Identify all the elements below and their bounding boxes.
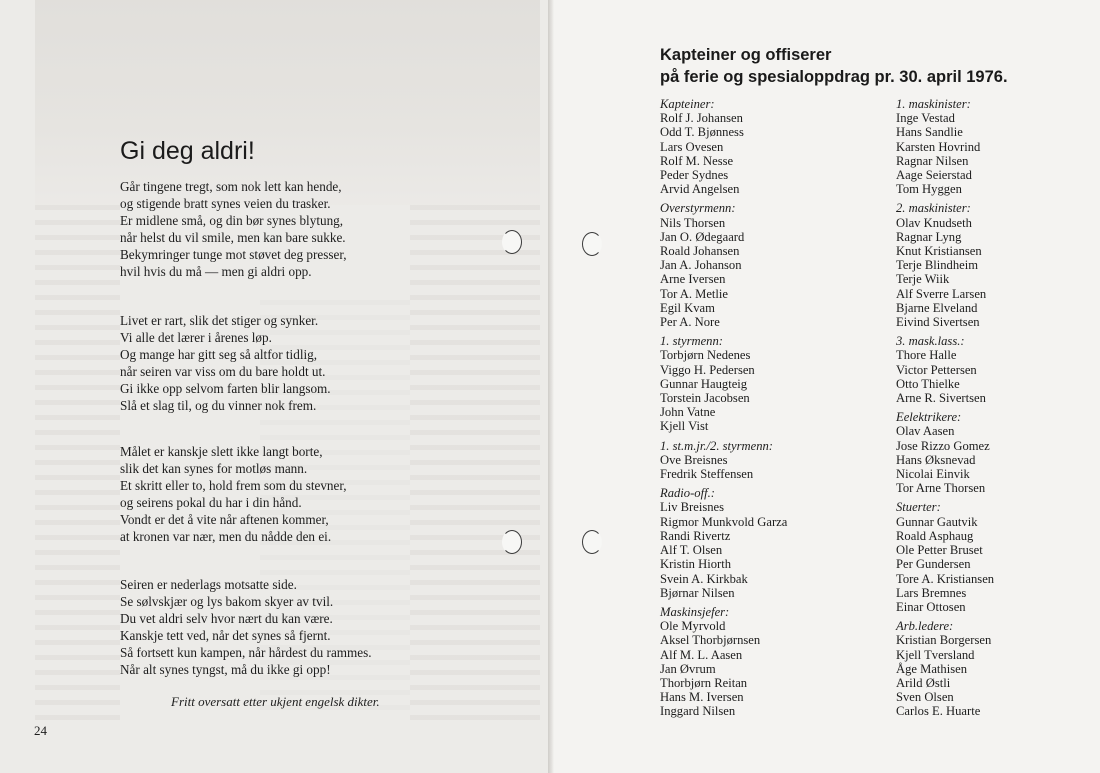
staple-hole: [502, 230, 522, 254]
poem-line: Livet er rart, slik det stiger og synker.: [120, 313, 319, 328]
officer-name: Per A. Nore: [660, 315, 720, 330]
officer-group: [896, 201, 994, 329]
group-title: Stuerter:: [896, 500, 941, 515]
officer-name: Nils Thorsen: [660, 215, 726, 230]
officer-name: Viggo H. Pedersen: [660, 362, 755, 377]
poem-line: hvil hvis du må — men gi aldri opp.: [120, 264, 312, 280]
page-number: 24: [34, 723, 47, 738]
officer-name: Arne R. Sivertsen: [896, 391, 986, 406]
poem-line: når seiren var viss om du bare holdt ut.: [120, 364, 326, 380]
officer-group: [660, 201, 787, 329]
officer-column-left: [660, 97, 787, 724]
group-title: 3. mask.lass.:: [896, 334, 965, 349]
group-title: 2. maskinister:: [896, 201, 971, 216]
officer-name: Lars Ovesen: [660, 139, 724, 154]
officer-name: Tom Hyggen: [896, 182, 962, 197]
officer-name: Kristin Hiorth: [660, 557, 732, 572]
group-title: Maskinsjefer:: [660, 604, 730, 619]
group-title: Eelektrikere:: [896, 410, 962, 425]
officer-name: Inge Vestad: [896, 111, 955, 126]
poem-line: Bekymringer tunge mot støvet deg presser,: [120, 247, 347, 263]
officer-name: Terje Blindheim: [896, 258, 979, 273]
officer-name: Gunnar Gautvik: [896, 514, 978, 529]
officer-name: Ragnar Lyng: [896, 229, 962, 244]
show-through-text: [35, 205, 120, 725]
poem-line: og stigende bratt synes veien du trasker.: [120, 196, 331, 212]
officer-name: Inggard Nilsen: [660, 704, 736, 719]
poem-line: Se sølvskjær og lys bakom skyer av tvil.: [120, 594, 334, 610]
officer-name: Tore A. Kristiansen: [896, 571, 995, 586]
poem-stanza: [120, 178, 347, 281]
group-title: 1. maskinister:: [896, 97, 971, 111]
officer-name: Åge Mathisen: [896, 661, 967, 676]
officer-name: Alf T. Olsen: [660, 543, 723, 558]
officer-name: Jan O. Ødegaard: [660, 229, 745, 244]
poem-line: og seirens pokal du har i din hånd.: [120, 495, 302, 511]
officer-name: Ole Myrvold: [660, 619, 726, 634]
officer-name: Eivind Sivertsen: [896, 315, 980, 330]
poem-title: Gi deg aldri!: [120, 137, 255, 165]
group-title: Kapteiner:: [660, 97, 715, 111]
officer-name: Thorbjørn Reitan: [660, 675, 748, 690]
officer-group: [896, 334, 994, 405]
officer-name: Torbjørn Nedenes: [660, 348, 751, 363]
group-title: Radio-off.:: [660, 486, 715, 501]
officer-name: Ove Breisnes: [660, 452, 728, 467]
officer-name: Roald Asphaug: [896, 528, 974, 543]
officer-name: Karsten Hovrind: [896, 139, 981, 154]
staple-hole: [582, 530, 602, 554]
officer-name: Rigmor Munkvold Garza: [660, 514, 788, 529]
group-title: Overstyrmenn:: [660, 201, 736, 216]
officer-name: Peder Sydnes: [660, 168, 729, 183]
officer-name: Hans M. Iversen: [660, 690, 744, 705]
officer-name: John Vatne: [660, 405, 716, 420]
poem-line: Så fortsett kun kampen, når hårdest du rammes.: [120, 645, 372, 661]
officer-name: Randi Rivertz: [660, 528, 731, 543]
officer-name: Fredrik Steffensen: [660, 467, 754, 482]
officer-name: Svein A. Kirkbak: [660, 571, 748, 586]
poem-line: Vondt er det å vite når aftenen kommer,: [120, 512, 329, 528]
poem-line: Er midlene små, og din bør synes blytung,: [120, 213, 344, 229]
poem-stanza: [120, 576, 372, 679]
officer-name: Thore Halle: [896, 348, 957, 363]
officer-name: Kjell Vist: [660, 419, 709, 434]
group-title: Arb.ledere:: [896, 619, 954, 634]
poem-line: Et skritt eller to, hold frem som du stevner,: [120, 478, 347, 494]
officer-name: Alf Sverre Larsen: [896, 286, 987, 301]
heading-line: på ferie og spesialoppdrag pr. 30. april 1976.: [660, 68, 1008, 86]
officer-name: Terje Wiik: [896, 272, 950, 287]
officer-group: [896, 500, 994, 614]
officer-name: Odd T. Bjønness: [660, 125, 744, 140]
officer-name: Arild Østli: [896, 675, 951, 690]
poem-credit: Fritt oversatt etter ukjent engelsk dikter.: [171, 694, 380, 709]
officer-name: Lars Bremnes: [896, 585, 967, 600]
poem-line: Vi alle det lærer i årenes løp.: [120, 330, 272, 346]
officer-name: Liv Breisnes: [660, 500, 725, 515]
poem-line: når helst du vil smile, men kan bare sukke.: [120, 230, 346, 246]
officer-name: Alf M. L. Aasen: [660, 647, 743, 662]
poem-line: at kronen var nær, men du nådde den ei.: [120, 529, 332, 545]
officer-name: Arne Iversen: [660, 272, 726, 287]
poem-line: Og mange har gitt seg så altfor tidlig,: [120, 347, 318, 363]
officer-name: Egil Kvam: [660, 300, 715, 315]
officer-name: Nicolai Einvik: [896, 467, 970, 482]
officer-name: Carlos E. Huarte: [896, 704, 981, 719]
officer-name: Jan A. Johanson: [660, 258, 742, 273]
officer-name: Aage Seierstad: [896, 168, 972, 183]
poem-stanza: [120, 443, 347, 546]
poem-line: Slå et slag til, og du vinner nok frem.: [120, 398, 317, 414]
officer-name: Victor Pettersen: [896, 362, 977, 377]
officer-name: Knut Kristiansen: [896, 244, 982, 259]
officer-name: Olav Aasen: [896, 424, 955, 439]
officer-name: Gunnar Haugteig: [660, 376, 748, 391]
right-page: [550, 0, 1100, 773]
show-through-photo: [35, 0, 540, 205]
poem-line: slik det kan synes for motløs mann.: [120, 461, 308, 477]
poem-line: Målet er kanskje slett ikke langt borte,: [120, 444, 323, 459]
staple-hole: [582, 232, 602, 256]
officer-name: Tor Arne Thorsen: [896, 481, 986, 496]
officer-name: Rolf M. Nesse: [660, 153, 734, 168]
officer-name: Einar Ottosen: [896, 599, 966, 614]
officer-group: [896, 619, 994, 718]
officer-name: Tor A. Metlie: [660, 286, 729, 301]
officer-name: Jan Øvrum: [660, 661, 716, 676]
officer-group: [660, 439, 787, 482]
officer-name: Hans Sandlie: [896, 125, 963, 140]
officer-name: Kristian Borgersen: [896, 633, 992, 648]
group-title: 1. styrmenn:: [660, 334, 723, 349]
officer-name: Olav Knudseth: [896, 215, 972, 230]
officer-column-right: [896, 97, 994, 724]
officer-name: Bjarne Elveland: [896, 300, 978, 315]
officer-group: [660, 97, 787, 196]
officer-name: Ragnar Nilsen: [896, 153, 969, 168]
officer-name: Arvid Angelsen: [660, 182, 740, 197]
officer-name: Per Gundersen: [896, 557, 971, 572]
officer-name: Otto Thielke: [896, 376, 960, 391]
officer-name: Bjørnar Nilsen: [660, 585, 735, 600]
officer-group: [896, 97, 994, 196]
officer-name: Sven Olsen: [896, 690, 954, 705]
book-spine: [548, 0, 554, 773]
poem-line: Du vet aldri selv hvor nært du kan være.: [120, 611, 333, 627]
poem-line: Gi ikke opp selvom farten blir langsom.: [120, 381, 331, 397]
officer-name: Jose Rizzo Gomez: [896, 438, 990, 453]
officer-name: Hans Øksnevad: [896, 452, 976, 467]
officer-name: Kjell Tversland: [896, 647, 975, 662]
staple-hole: [502, 530, 522, 554]
officer-name: Ole Petter Bruset: [896, 543, 983, 558]
show-through-text: [410, 205, 540, 725]
heading-line: Kapteiner og offiserer: [660, 46, 832, 64]
officer-group: [660, 486, 787, 600]
poem-line: Seiren er nederlags motsatte side.: [120, 577, 297, 592]
poem-stanza: [120, 312, 331, 415]
officer-name: Rolf J. Johansen: [660, 111, 743, 126]
officer-group: [660, 605, 787, 719]
officer-list-heading: [660, 44, 1008, 88]
group-title: 1. st.m.jr./2. styrmenn:: [660, 438, 773, 453]
poem-line: Når alt synes tyngst, må du ikke gi opp!: [120, 662, 331, 678]
officer-name: Roald Johansen: [660, 244, 740, 259]
officer-group: [660, 334, 787, 433]
officer-name: Torstein Jacobsen: [660, 391, 750, 406]
poem-line: Går tingene tregt, som nok lett kan hende,: [120, 179, 342, 194]
officer-name: Aksel Thorbjørnsen: [660, 633, 761, 648]
officer-group: [896, 410, 994, 495]
poem-line: Kanskje tett ved, når det synes så fjernt.: [120, 628, 331, 644]
